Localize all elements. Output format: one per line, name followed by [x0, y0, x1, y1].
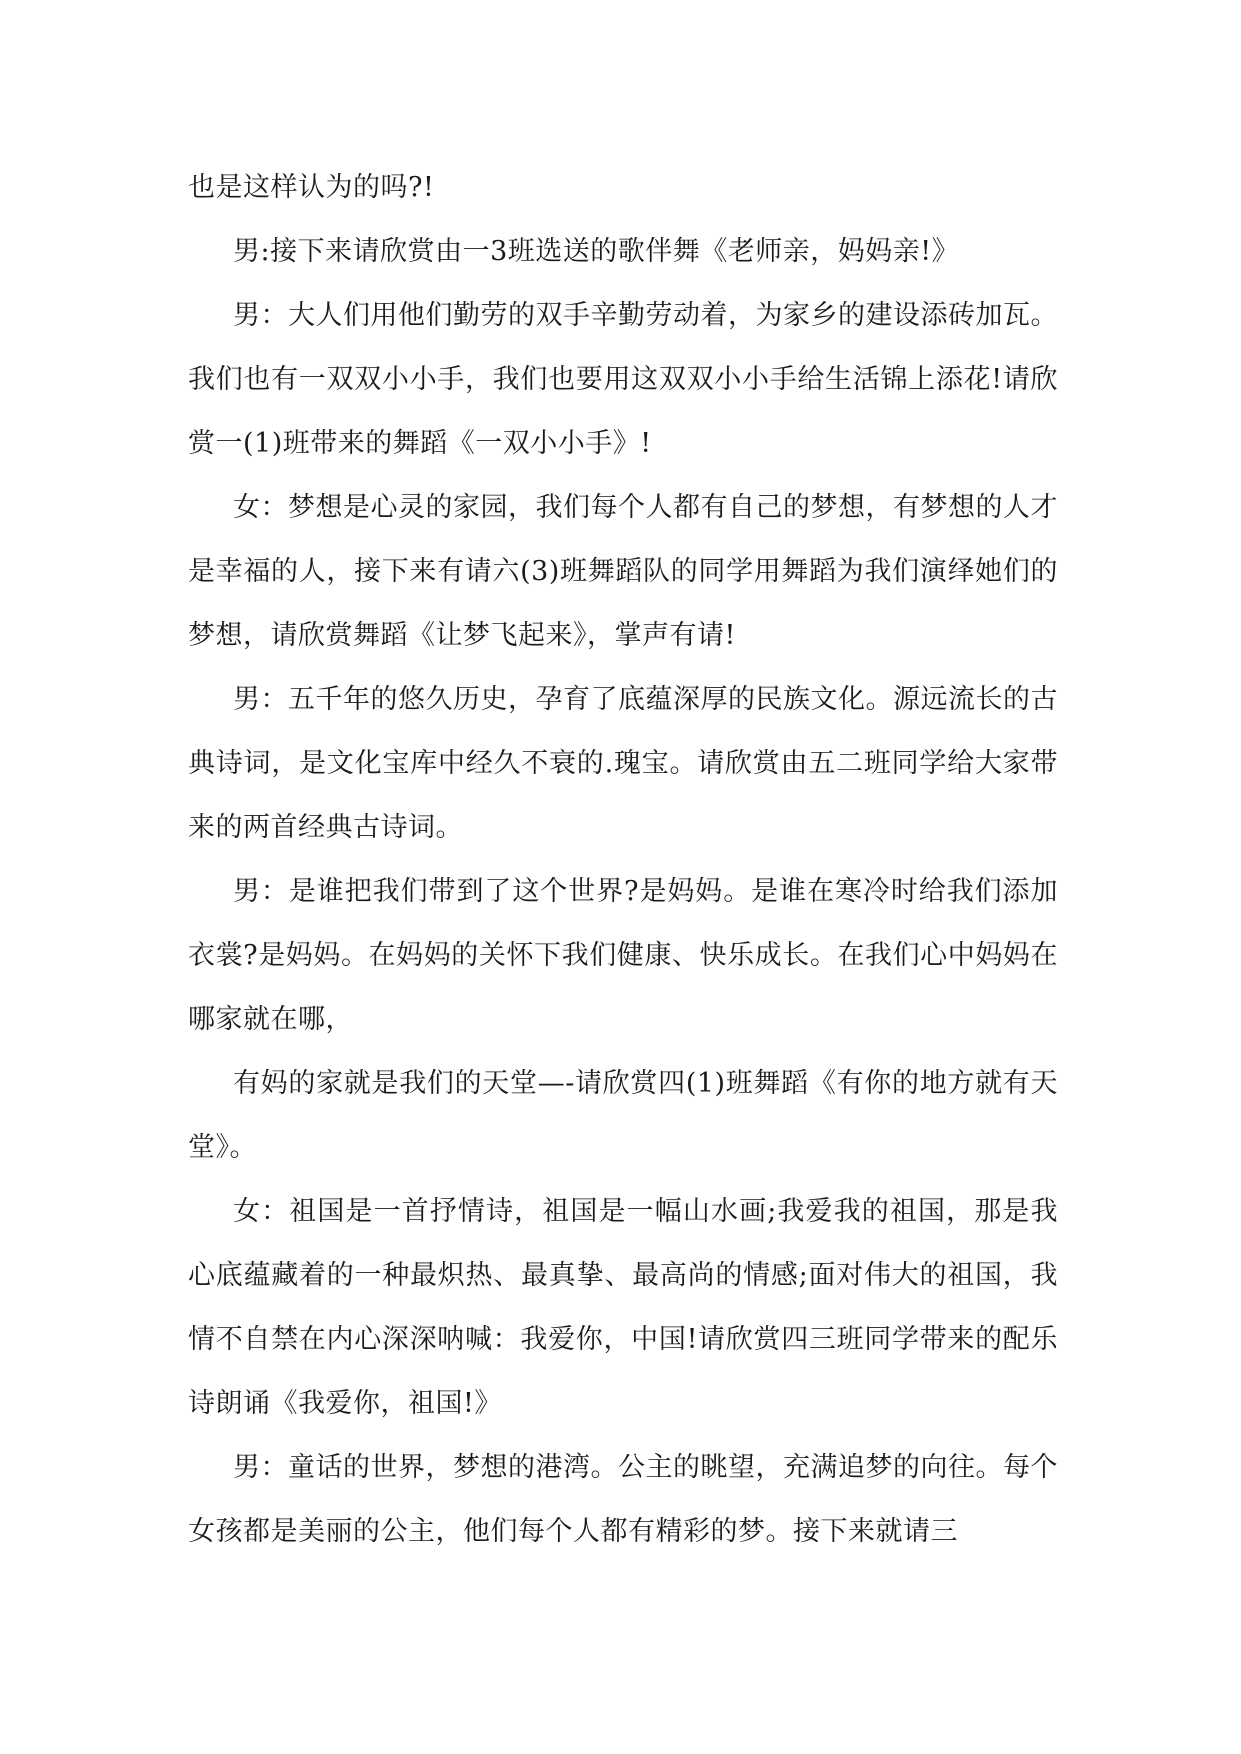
paragraph-6: 男：是谁把我们带到了这个世界?是妈妈。是谁在寒冷时给我们添加衣裳?是妈妈。在妈妈的关怀下我们健康、快乐成长。在我们心中妈妈在哪家就在哪， — [188, 876, 1058, 1035]
document-body — [188, 156, 1058, 1564]
paragraph-9: 男：童话的世界，梦想的港湾。公主的眺望，充满追梦的向往。每个女孩都是美丽的公主，他们每个人都有精彩的梦。接下来就请三 — [188, 1452, 1058, 1547]
paragraph-1: 也是这样认为的吗?! — [188, 172, 435, 203]
paragraph-5: 男：五千年的悠久历史，孕育了底蕴深厚的民族文化。源远流长的古典诗词，是文化宝库中经久不衰的.瑰宝。请欣赏由五二班同学给大家带来的两首经典古诗词。 — [188, 684, 1058, 843]
paragraph-3: 男：大人们用他们勤劳的双手辛勤劳动着，为家乡的建设添砖加瓦。我们也有一双双小小手，我们也要用这双双小小手给生活锦上添花!请欣赏一(1)班带来的舞蹈《一双小小手》! — [188, 300, 1058, 459]
paragraph-8: 女：祖国是一首抒情诗，祖国是一幅山水画;我爱我的祖国，那是我心底蕴藏着的一种最炽热、最真挚、最高尚的情感;面对伟大的祖国，我情不自禁在内心深深呐喊：我爱你，中国!请欣赏四三班同学带来的配乐诗朗诵《我爱你，祖国!》 — [188, 1196, 1058, 1419]
paragraph-7: 有妈的家就是我们的天堂—-请欣赏四(1)班舞蹈《有你的地方就有天堂》。 — [188, 1068, 1058, 1163]
paragraph-4: 女：梦想是心灵的家园，我们每个人都有自己的梦想，有梦想的人才是幸福的人，接下来有请六(3)班舞蹈队的同学用舞蹈为我们演绎她们的梦想，请欣赏舞蹈《让梦飞起来》，掌声有请! — [188, 492, 1058, 651]
paragraph-2: 男:接下来请欣赏由一3班选送的歌伴舞《老师亲，妈妈亲!》 — [233, 236, 960, 267]
